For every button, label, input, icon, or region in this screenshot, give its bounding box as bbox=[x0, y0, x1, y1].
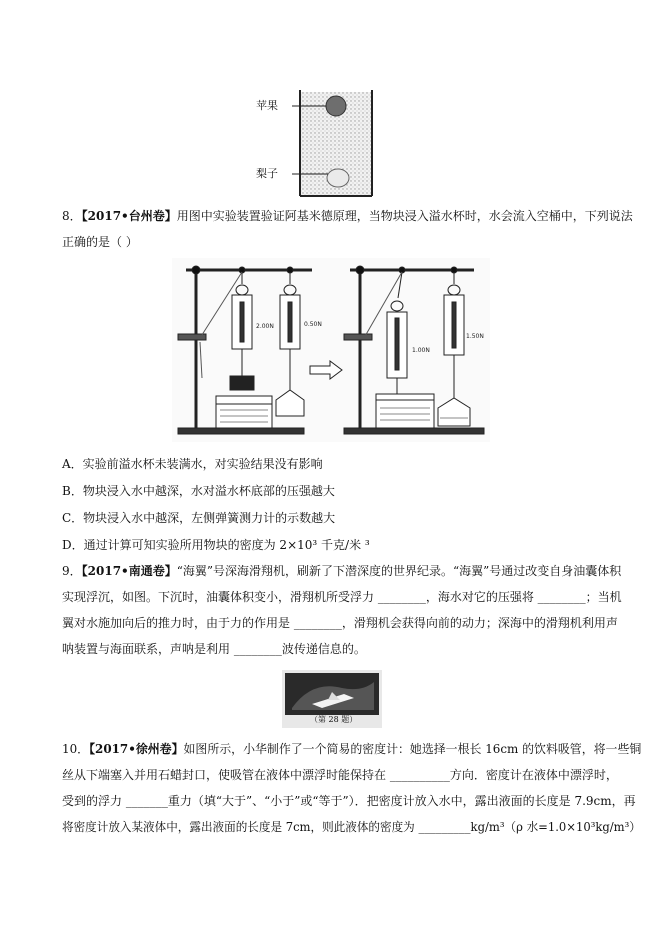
q8-number: 8． bbox=[62, 209, 82, 223]
q10-number: 10． bbox=[62, 742, 90, 756]
q8-source: 【2017•台州卷】 bbox=[81, 209, 177, 223]
archimedes-apparatus-figure bbox=[172, 258, 490, 442]
q10-source: 【2017•徐州卷】 bbox=[89, 742, 184, 756]
reading-left-a: 2.00N bbox=[256, 323, 274, 330]
q8-option-d: D．通过计算可知实验所用物块的密度为 2×10³ 千克/米 ³ bbox=[62, 538, 370, 552]
reading-right-b: 1.50N bbox=[466, 333, 484, 340]
q8-option-c: C．物块浸入水中越深，左侧弹簧测力计的示数越大 bbox=[62, 511, 336, 525]
q10-line4: 将密度计放入某液体中，露出液面的长度是 7cm，则此液体的密度为 _________kg/m³（ρ 水=1.0×10³kg/m³） bbox=[62, 820, 641, 834]
reading-left-b: 0.50N bbox=[304, 321, 322, 328]
q8-option-a: A．实验前溢水杯未装满水，对实验结果没有影响 bbox=[62, 457, 323, 471]
q9-source: 【2017•南通卷】 bbox=[81, 564, 177, 578]
reading-right-a: 1.00N bbox=[412, 347, 430, 354]
q8-line1 bbox=[62, 208, 633, 224]
label-apple: 苹果 bbox=[256, 99, 278, 112]
q9-line4: 呐装置与海面联系，声呐是利用 ________波传递信息的。 bbox=[62, 642, 366, 656]
label-pear: 梨子 bbox=[256, 167, 278, 180]
apple-shape bbox=[326, 96, 346, 116]
q8-option-b: B．物块浸入水中越深，水对溢水杯底部的压强越大 bbox=[62, 484, 335, 498]
q9-figure-caption: （第 28 题） bbox=[310, 715, 358, 724]
q8-stem-line2: 正确的是（ ） bbox=[62, 235, 138, 249]
q9-number: 9． bbox=[62, 564, 82, 578]
q10-line1 bbox=[62, 741, 641, 757]
pear-shape bbox=[327, 169, 349, 187]
q9-line3: 翼对水施加向后的推力时，由于力的作用是 ________，滑翔机会获得向前的动力；深海中的滑翔机利用声 bbox=[62, 616, 618, 630]
q9-line1 bbox=[62, 563, 621, 579]
q9-line2: 实现浮沉，如图。下沉时，油囊体积变小，滑翔机所受浮力 ________，海水对它的压强将 ________；当机 bbox=[62, 590, 622, 604]
q9-text-line1: “海翼”号深海滑翔机，刷新了下潜深度的世界纪录。“海翼”号通过改变自身油囊体积 bbox=[176, 564, 622, 578]
q10-line3: 受到的浮力 _______重力（填“大于”、“小于”或“等于”）．把密度计放入水中，露出液面的长度是 7.9cm，再 bbox=[62, 794, 636, 808]
q10-line2: 丝从下端塞入并用石蜡封口，使吸管在液体中漂浮时能保持在 __________方向．密度计在液体中漂浮时， bbox=[62, 768, 618, 782]
q8-stem-line1: 用图中实验装置验证阿基米德原理，当物块浸入溢水杯时，水会流入空桶中，下列说法 bbox=[176, 209, 633, 223]
q10-text-line1: 如图所示，小华制作了一个简易的密度计：她选择一根长 16cm 的饮料吸管，将一些铜 bbox=[183, 742, 642, 756]
